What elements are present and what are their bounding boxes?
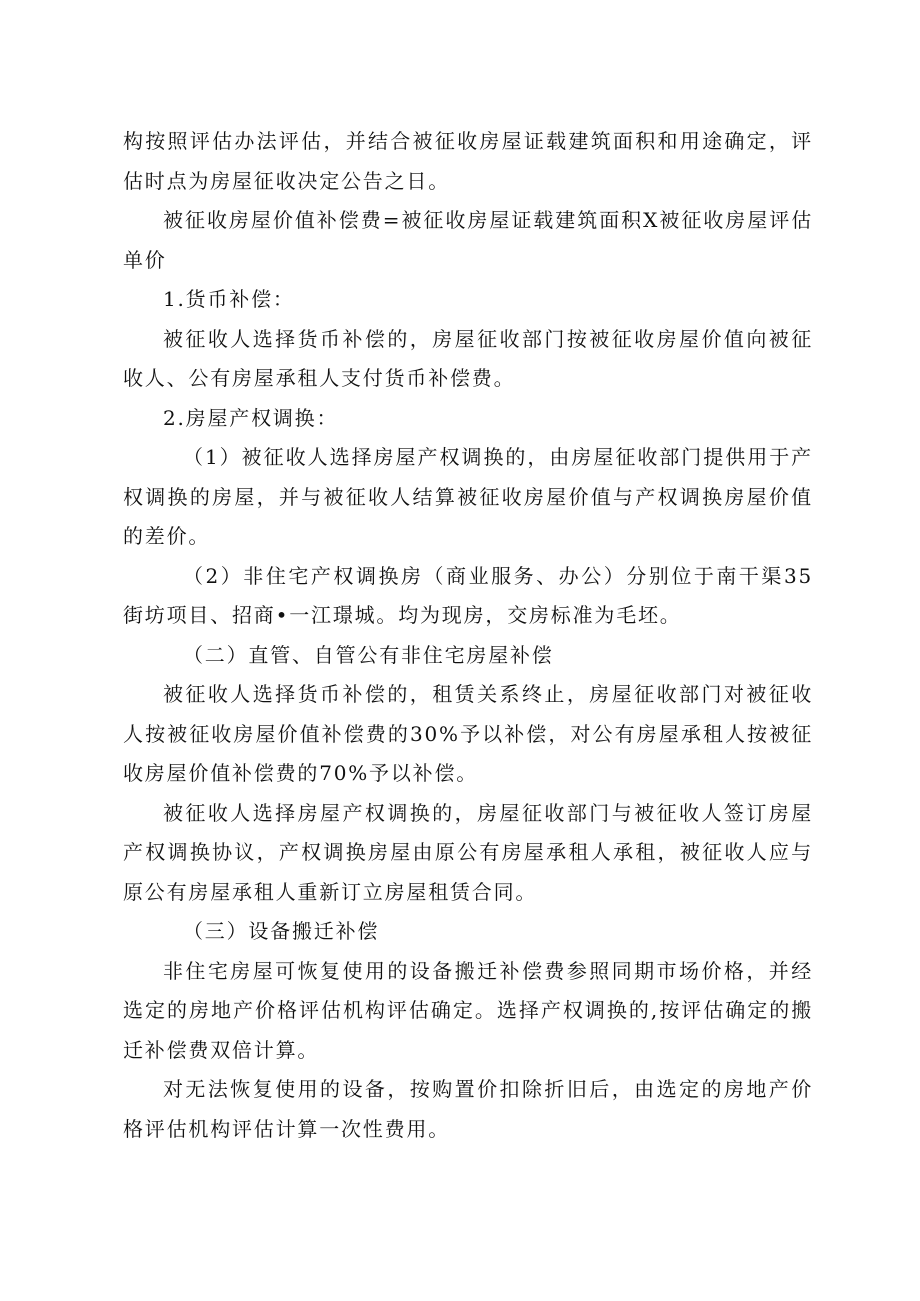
paragraph-exchange-item-1: （1）被征收人选择房屋产权调换的，由房屋征收部门提供用于产权调换的房屋，并与被征收人结算被征收房屋价值与产权调换房屋价值的差价。 [123,445,813,548]
paragraph-valuation-continued: 构按照评估办法评估，并结合被征收房屋证载建筑面积和用途确定，评估时点为房屋征收决定公告之日。 [123,129,813,193]
paragraph-public-exchange: 被征收人选择房屋产权调换的，房屋征收部门与被征收人签订房屋产权调换协议，产权调换房屋由原公有房屋承租人承租，被征收人应与原公有房屋承租人重新订立房屋租赁合同。 [123,800,813,904]
paragraph-public-monetary: 被征收人选择货币补偿的，租赁关系终止，房屋征收部门对被征收人按被征收房屋价值补偿费的30%予以补偿，对公有房屋承租人按被征收房屋价值补偿费的70%予以补偿。 [123,682,813,785]
heading-property-exchange: 2.房屋产权调换： [163,405,339,430]
paragraph-exchange-item-2: （2）非住宅产权调换房（商业服务、办公）分别位于南干渠35街坊项目、招商•一江璟城。均为现房，交房标准为毛坯。 [123,563,813,627]
paragraph-equipment-recoverable: 非住宅房屋可恢复使用的设备搬迁补偿费参照同期市场价格，并经选定的房地产价格评估机构评估确定。选择产权调换的,按评估确定的搬迁补偿费双倍计算。 [123,958,813,1062]
document-body [123,122,813,1149]
heading-public-nonresidential: （二）直管、自管公有非住宅房屋补偿 [183,642,554,667]
paragraph-compensation-formula: 被征收房屋价值补偿费=被征收房屋证载建筑面积X被征收房屋评估单价 [123,208,813,272]
heading-equipment-relocation: （三）设备搬迁补偿 [183,919,380,943]
heading-monetary-compensation: 1.货币补偿： [163,287,295,311]
paragraph-equipment-unrecoverable: 对无法恢复使用的设备，按购置价扣除折旧后，由选定的房地产价格评估机构评估计算一次性费用。 [123,1077,813,1141]
paragraph-monetary-compensation: 被征收人选择货币补偿的，房屋征收部门按被征收房屋价值向被征收人、公有房屋承租人支付货币补偿费。 [123,326,813,390]
